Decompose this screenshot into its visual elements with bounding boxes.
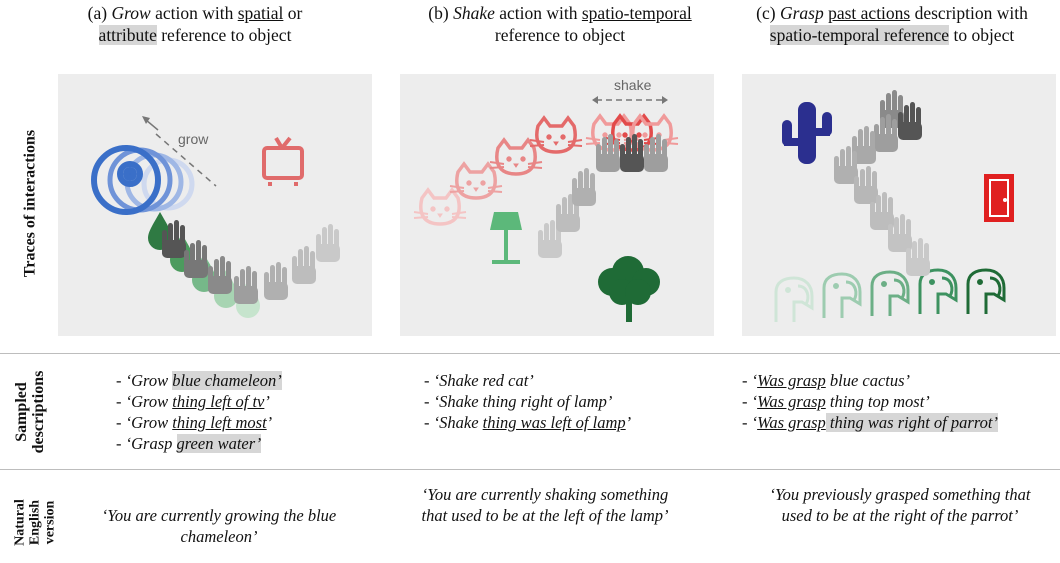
row-label-traces: Traces of interactions: [21, 129, 39, 278]
separator-top: [0, 353, 1060, 354]
panel-c-scene: [742, 74, 1056, 336]
natural-b: ‘You are currently shaking something that used to be at the left of the lamp’: [421, 485, 669, 525]
tv-icon: [264, 138, 302, 186]
column-c-title: (c) Grasp past actions description with spatio-temporal reference to object: [756, 3, 1028, 45]
grow-arrow-head: [146, 120, 158, 130]
descriptions-b: [424, 370, 631, 433]
description-item: - ‘Grow thing left most’: [116, 413, 273, 432]
row-label-natural: Natural English version: [12, 499, 58, 546]
column-b-title: (b) Shake action with spatio-temporal reference to object: [428, 3, 692, 45]
cactus-icon: [782, 102, 832, 164]
descriptions-a: [116, 370, 282, 454]
panel-a-scene: [58, 74, 372, 336]
row-label-sampled: Sampled descriptions: [13, 370, 47, 454]
description-item: - ‘Was grasp thing top most’: [742, 392, 930, 411]
panel-b-scene: [400, 74, 714, 336]
description-item: - ‘Grasp green water’: [116, 434, 262, 453]
description-item: - ‘Was grasp blue cactus’: [742, 371, 911, 390]
description-item: - ‘Grow thing left of tv’: [116, 392, 270, 411]
hand-trace: [834, 90, 930, 276]
description-item: - ‘Was grasp thing was right of parrot’: [742, 413, 998, 432]
description-item: - ‘Shake thing right of lamp’: [424, 392, 613, 411]
panel-b-traces: [400, 74, 714, 336]
description-item: - ‘Shake thing was left of lamp’: [424, 413, 632, 432]
description-item: - ‘Grow blue chameleon’: [116, 371, 282, 390]
hand-trace: [162, 220, 340, 304]
natural-a: ‘You are currently growing the blue chameleon’: [101, 506, 337, 546]
descriptions-c: [742, 370, 998, 433]
separator-bottom: [0, 469, 1060, 470]
column-a-title: (a) Grow action with spatial or attribute reference to object: [87, 3, 303, 45]
natural-c: ‘You previously grasped something that used to be at the right of the parrot’: [769, 485, 1031, 525]
chameleon-icon: [94, 148, 192, 212]
parrot-icon: [776, 270, 1004, 322]
panel-a-traces: [58, 74, 372, 336]
door-icon: [984, 174, 1014, 222]
description-item: - ‘Shake red cat’: [424, 371, 534, 390]
lamp-icon: [490, 212, 522, 264]
grow-label: grow: [178, 131, 209, 147]
tree-icon: [598, 256, 660, 322]
panel-c-traces: [742, 74, 1056, 336]
shake-label: shake: [614, 77, 652, 93]
